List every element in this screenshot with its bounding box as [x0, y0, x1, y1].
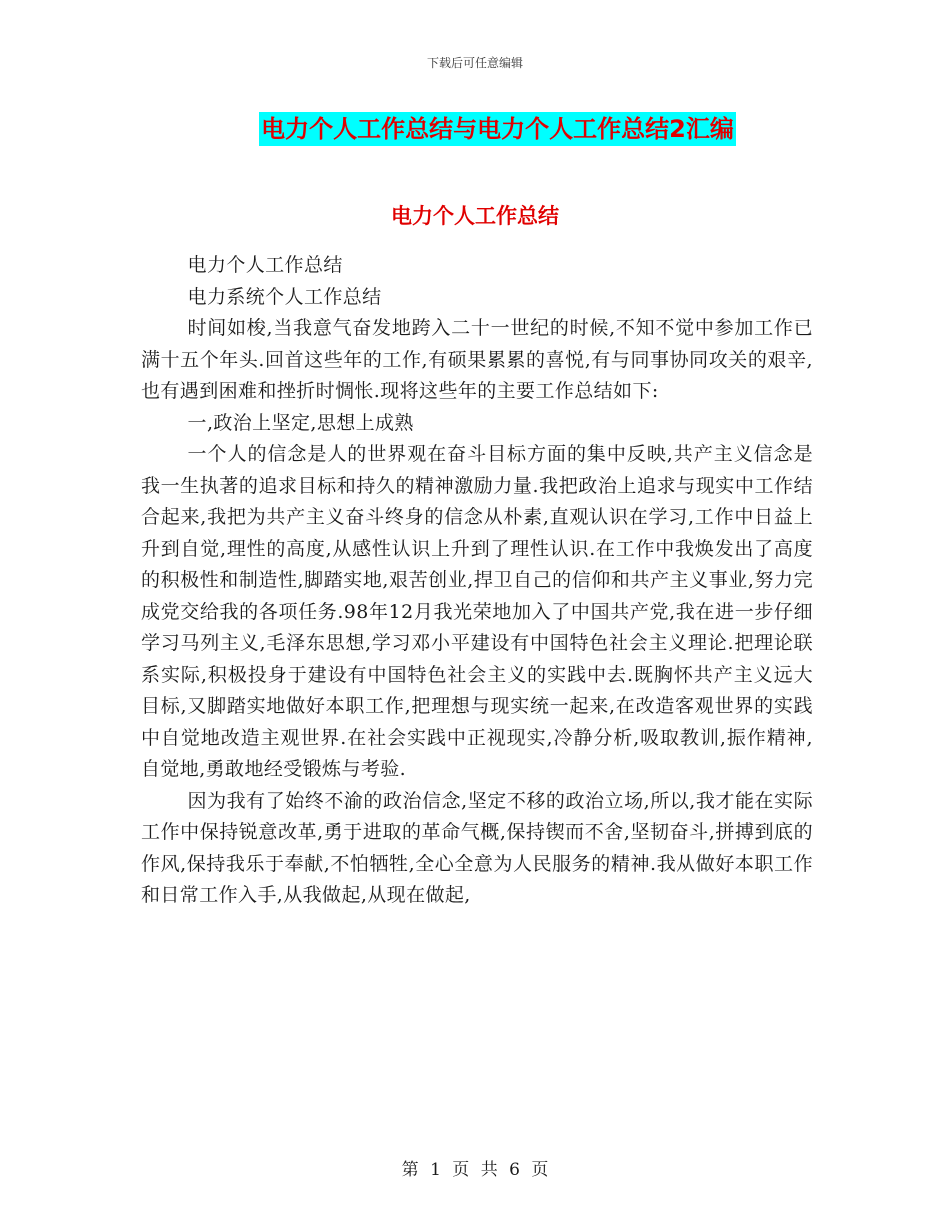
- paragraph-subheading: 一,政治上坚定,思想上成熟: [187, 411, 414, 434]
- document-title: 电力个人工作总结与电力个人工作总结2汇编: [259, 112, 736, 146]
- document-title-container: [0, 112, 950, 146]
- document-body: [141, 250, 813, 912]
- paragraph-intro: 时间如梭,当我意气奋发地跨入二十一世纪的时候,不知不觉中参加工作已满十五个年头.回首这些年的工作,有硕果累累的喜悦,有与同事协同攻关的艰辛,也有遇到困难和挫折时惆怅.现将这些年的主要工作总结如下:: [141, 317, 813, 402]
- page-header-note: 下载后可任意编辑: [426, 56, 523, 70]
- paragraph-belief: 一个人的信念是人的世界观在奋斗目标方面的集中反映,共产主义信念是我一生执著的追求目标和持久的精神激励力量.我把政治上追求与现实中工作结合起来,我把为共产主义奋斗终身的信念从朴素,直观认识在学习,工作中日益上升到自觉,理性的高度,从感性认识上升到了理性认识.在工作中我焕发出了高度的积极性和制造性,脚踏实地,艰苦创业,捍卫自己的信仰和共产主义事业,努力完成党交给我的各项任务.98年12月我光荣地加入了中国共产党,我在进一步仔细学习马列主义,毛泽东思想,学习邓小平建设有中国特色社会主义理论.把理论联系实际,积极投身于建设有中国特色社会主义的实践中去.既胸怀共产主义远大目标,又脚踏实地做好本职工作,把理想与现实统一起来,在改造客观世界的实践中自觉地改造主观世界.在社会实践中正视现实,冷静分析,吸取教训,振作精神,自觉地,勇敢地经受锻炼与考验.: [141, 443, 813, 780]
- page-number-footer: 第 1 页 共 6 页: [401, 1160, 549, 1180]
- paragraph-heading-2: 电力系统个人工作总结: [187, 285, 382, 308]
- paragraph-heading-1: 电力个人工作总结: [187, 254, 343, 276]
- paragraph-political-stance: 因为我有了始终不渝的政治信念,坚定不移的政治立场,所以,我才能在实际工作中保持锐意改革,勇于进取的革命气概,保持锲而不舍,坚韧奋斗,拼搏到底的作风,保持我乐于奉献,不怕牺牲,全心全意为人民服务的精神.我从做好本职工作和日常工作入手,从我做起,从现在做起,: [141, 789, 813, 906]
- section-title: 电力个人工作总结: [391, 204, 559, 228]
